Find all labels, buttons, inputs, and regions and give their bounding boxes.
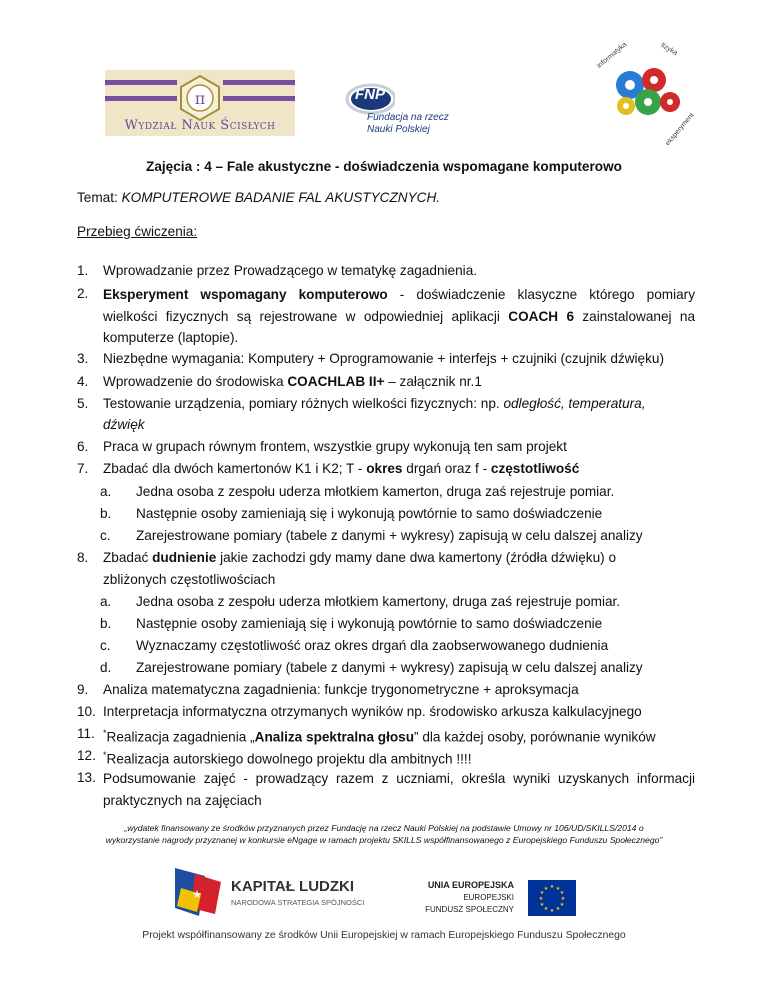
fnp-logo-text: FNP bbox=[355, 86, 385, 103]
gears-word-2: fizyka bbox=[659, 41, 679, 58]
item-num-9: 9. bbox=[77, 682, 89, 697]
item-2-t2: zainstalowanej na komputerze (laptopie). bbox=[103, 308, 696, 345]
item-1-text: Wprowadzanie przez Prowadzącego w tematykę zagadnienia. bbox=[103, 263, 478, 278]
item-9-text: Analiza matematyczna zagadnienia: funkcje trygonometryczne + aproksymacja bbox=[103, 682, 579, 697]
topic-value: KOMPUTEROWE BADANIE FAL AKUSTYCZNYCH. bbox=[121, 190, 441, 205]
item-2-text bbox=[103, 284, 695, 349]
item-10-text: Interpretacja informatyczna otrzymanych wyników np. środowisko arkusza kalkulacyjnego bbox=[103, 704, 642, 719]
item-4-t2: – załącznik nr.1 bbox=[384, 374, 482, 389]
item-12-text bbox=[103, 746, 472, 769]
item-11-t2: ” dla każdej osoby, porównanie wyników bbox=[414, 729, 656, 745]
topic-label: Temat: bbox=[77, 190, 118, 205]
svg-text:★: ★ bbox=[538, 896, 544, 902]
item-8a-label: a. bbox=[100, 594, 112, 609]
item-12-t: Realizacja autorskiego dowolnego projektu dla ambitnych !!!! bbox=[106, 751, 472, 767]
item-8-text bbox=[103, 548, 616, 567]
fnp-sub1: Fundacja na rzecz bbox=[367, 112, 449, 123]
item-num-11: 11. bbox=[77, 726, 95, 741]
item-7-t1: Zbadać dla dwóch kamertonów K1 i K2; T - bbox=[103, 461, 367, 476]
svg-text:★: ★ bbox=[559, 902, 565, 908]
ue-title: UNIA EUROPEJSKA bbox=[427, 880, 514, 890]
item-2-bold: Eksperyment wspomagany komputerowo bbox=[103, 287, 388, 302]
topic bbox=[77, 188, 440, 207]
item-num-2: 2. bbox=[77, 286, 89, 301]
item-num-12: 12. bbox=[77, 748, 96, 763]
svg-text:★: ★ bbox=[192, 889, 202, 901]
course-heading: Przebieg ćwiczenia: bbox=[77, 224, 198, 239]
item-5-ital2: dźwięk bbox=[103, 417, 145, 432]
item-11-text bbox=[103, 724, 656, 747]
item-8-t1: Zbadać bbox=[103, 550, 153, 565]
ue-sub1: EUROPEJSKI bbox=[463, 893, 514, 902]
item-11-star: * bbox=[103, 728, 107, 738]
item-num-3: 3. bbox=[77, 351, 89, 366]
item-num-6: 6. bbox=[77, 439, 89, 454]
kapital-ludzki-logo bbox=[175, 868, 365, 920]
item-4-bold: COACHLAB II+ bbox=[287, 374, 385, 389]
ue-sub2: FUNDUSZ SPOŁECZNY bbox=[425, 905, 514, 914]
item-4-text bbox=[103, 372, 482, 391]
item-7b-label: b. bbox=[100, 506, 112, 521]
item-num-5: 5. bbox=[77, 396, 89, 411]
svg-text:★: ★ bbox=[543, 886, 549, 892]
item-7c-text: Zarejestrowane pomiary (tabele z danymi + wykresy) zapisują w celu dalszej analizy bbox=[136, 528, 643, 543]
svg-text:★: ★ bbox=[549, 908, 555, 914]
eu-flag-icon bbox=[528, 880, 576, 916]
kl-title: KAPITAŁ LUDZKI bbox=[231, 878, 355, 895]
item-8-bold: dudnienie bbox=[152, 550, 217, 565]
svg-text:★: ★ bbox=[560, 896, 566, 902]
item-7-t2: drgań oraz f - bbox=[402, 461, 491, 476]
svg-text:★: ★ bbox=[543, 906, 549, 912]
svg-text:★: ★ bbox=[555, 886, 561, 892]
svg-text:★: ★ bbox=[539, 902, 545, 908]
item-4-t1: Wprowadzenie do środowiska bbox=[103, 374, 288, 389]
item-5-text-cont bbox=[103, 415, 145, 434]
svg-text:★: ★ bbox=[559, 890, 565, 896]
kl-sub: NARODOWA STRATEGIA SPÓJNOŚCI bbox=[231, 898, 365, 907]
item-num-4: 4. bbox=[77, 374, 89, 389]
item-num-13: 13. bbox=[77, 770, 96, 785]
item-7-bold: okres bbox=[366, 461, 403, 476]
item-num-7: 7. bbox=[77, 461, 89, 476]
gears-logo bbox=[590, 40, 700, 150]
item-8-t2: jakie zachodzi gdy mamy dane dwa kamertony (źródła dźwięku) o bbox=[216, 550, 617, 565]
kl-logo-icon bbox=[175, 868, 223, 918]
wns-logo bbox=[105, 70, 295, 136]
item-11-bold: Analiza spektralna głosu bbox=[254, 729, 415, 745]
item-7a-label: a. bbox=[100, 484, 112, 499]
item-5-ital: odległość, temperatura, bbox=[503, 396, 646, 411]
item-7b-text: Następnie osoby zamieniają się i wykonują powtórnie to samo doświadczenie bbox=[136, 506, 603, 521]
gears-word-1: informatyka bbox=[595, 41, 629, 70]
item-12-star: * bbox=[103, 750, 107, 760]
item-5-t1: Testowanie urządzenia, pomiary różnych wielkości fizycznych: np. bbox=[103, 396, 504, 411]
item-8a-text: Jedna osoba z zespołu uderza młotkiem kamertony, druga zaś rejestruje pomiar. bbox=[136, 594, 621, 609]
item-7-text bbox=[103, 459, 579, 478]
item-5-text bbox=[103, 394, 646, 413]
eu-logo bbox=[425, 878, 610, 926]
item-8d-text: Zarejestrowane pomiary (tabele z danymi + wykresy) zapisują w celu dalszej analizy bbox=[136, 660, 643, 675]
item-2-bold2: COACH 6 bbox=[508, 308, 575, 324]
item-7-bold2: częstotliwość bbox=[490, 461, 580, 476]
item-8-text-cont: zbliżonych częstotliwościach bbox=[103, 572, 276, 587]
svg-text:π: π bbox=[194, 89, 206, 108]
item-num-8: 8. bbox=[77, 550, 89, 565]
item-num-10: 10. bbox=[77, 704, 96, 719]
item-8b-text: Następnie osoby zamieniają się i wykonują powtórnie to samo doświadczenie bbox=[136, 616, 603, 631]
fnp-logo bbox=[345, 80, 475, 140]
item-8d-label: d. bbox=[100, 660, 112, 675]
item-8b-label: b. bbox=[100, 616, 112, 631]
footnote-line1: „wydatek finansowany ze środków przyznanych przez Fundację na rzecz Nauki Polskiej na podstawie Umowy nr 106/UD/SKILLS/2014 o bbox=[124, 823, 644, 833]
footer-bottom-text: Projekt współfinansowany ze środków Unii Europejskiej w ramach Europejskiego Funduszu Społecznego bbox=[142, 930, 626, 941]
svg-text:★: ★ bbox=[539, 890, 545, 896]
item-2-t1: - doświadczenie klasyczne którego pomiary wielkości fizycznych są rejestrowane w odpowiedniej aplikacji bbox=[103, 287, 695, 324]
gears-word-3: eksperyment bbox=[664, 111, 696, 148]
fnp-sub2: Nauki Polskiej bbox=[367, 124, 430, 135]
item-num-1: 1. bbox=[77, 263, 89, 278]
item-7c-label: c. bbox=[100, 528, 111, 543]
item-8c-text: Wyznaczamy częstotliwość oraz okres drgań dla zaobserwowanego dudnienia bbox=[136, 638, 609, 653]
item-6-text: Praca w grupach równym frontem, wszystkie grupy wykonują ten sam projekt bbox=[103, 439, 567, 454]
svg-text:★: ★ bbox=[555, 906, 561, 912]
item-13-text: Podsumowanie zajęć - prowadzący razem z uczniami, określa wyniki uzyskanych informacji praktycznych na zajęciach bbox=[103, 771, 695, 808]
svg-text:★: ★ bbox=[549, 884, 555, 890]
item-7a-text: Jedna osoba z zespołu uderza młotkiem kamerton, druga zaś rejestruje pomiar. bbox=[136, 484, 615, 499]
item-3-text: Niezbędne wymagania: Komputery + Oprogramowanie + interfejs + czujniki (czujnik dźwięku) bbox=[103, 351, 665, 366]
wns-logo-text: Wydział Nauk Ścisłych bbox=[124, 118, 276, 133]
item-8c-label: c. bbox=[100, 638, 111, 653]
item-11-t1: Realizacja zagadnienia „ bbox=[106, 729, 255, 745]
footnote-line2: wykorzystanie nagrody przyznanej w konkursie eNgage w ramach projektu SKILLS współfinansowanego z Europejskiego Funduszu Społecznego” bbox=[105, 835, 663, 845]
page-title: Zajęcia : 4 – Fale akustyczne - doświadczenia wspomagane komputerowo bbox=[146, 159, 622, 174]
